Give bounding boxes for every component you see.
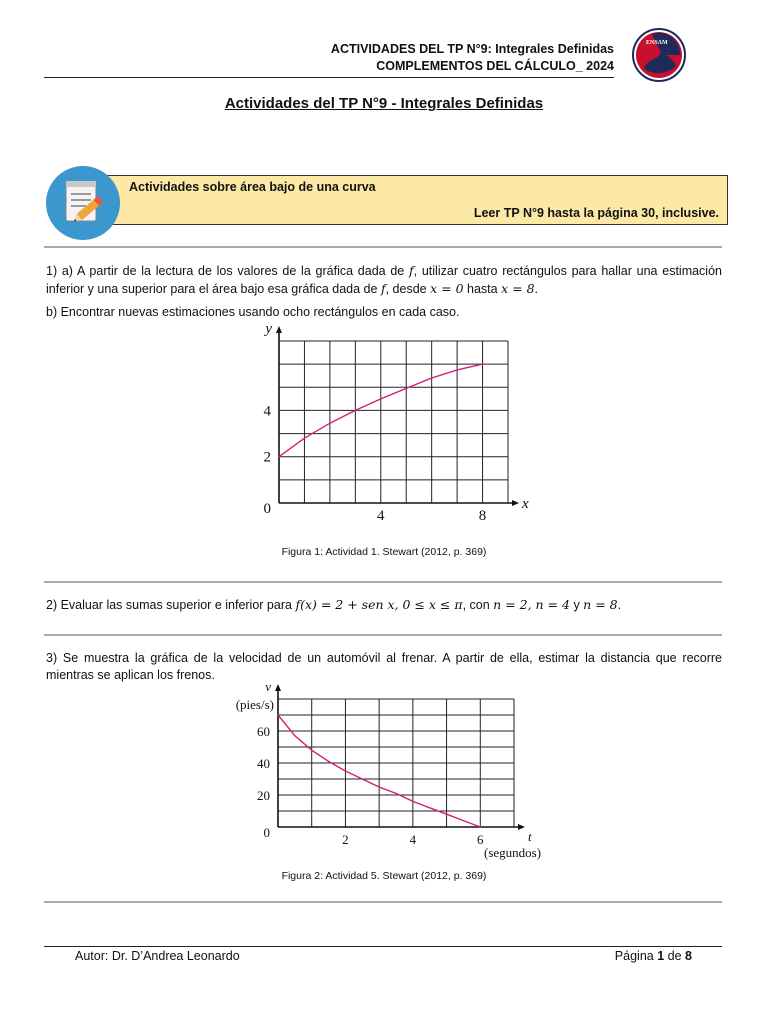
x-axis-label: t <box>528 829 532 844</box>
activity-1a-text: 1) a) A partir de la lectura de los valores de la gráfica dada de f, utilizar cuatro rectángulos para hallar una estimación inferior y una superior para el área bajo esa gráfica dada de f, desde x = 0 hasta x = 8. <box>46 263 722 296</box>
activity-2-text: 2) Evaluar las sumas superior e inferior para f(x) = 2 + sen x, 0 ≤ x ≤ π, con n = 2, n = 4 y n = 8. <box>46 597 622 612</box>
page-title: Actividades del TP N°9 - Integrales Definidas <box>224 95 544 112</box>
data-point <box>463 820 464 821</box>
y-tick-label: 60 <box>257 724 270 739</box>
x-tick-label: 2 <box>342 832 349 847</box>
y-tick-label: 4 <box>263 403 271 420</box>
data-point <box>429 807 430 808</box>
origin-label: 0 <box>263 501 271 517</box>
data-point <box>379 786 380 787</box>
banner-reading-note: Leer TP N°9 hasta la página 30, inclusive. <box>473 206 719 220</box>
data-point <box>329 423 330 424</box>
data-point <box>304 438 305 439</box>
data-point <box>355 410 356 411</box>
data-point <box>311 750 312 751</box>
data-point <box>446 814 447 815</box>
x-tick-label: 8 <box>478 508 487 524</box>
figure-2-caption: Figura 2: Actividad 5. Stewart (2012, p. 369) <box>281 870 487 882</box>
x-tick-label: 4 <box>409 832 417 847</box>
separator <box>44 634 722 636</box>
footer-rule <box>44 946 722 947</box>
x-axis-arrow <box>518 824 525 830</box>
activity-1b-text: b) Encontrar nuevas estimaciones usando ocho rectángulos en cada caso. <box>46 305 460 319</box>
y-axis-arrow <box>275 684 281 691</box>
y-tick-label: 2 <box>263 449 271 466</box>
header-course-name: COMPLEMENTOS DEL CÁLCULO_ 2024 <box>376 59 614 73</box>
x-axis-arrow <box>512 500 519 506</box>
y-axis-label: v <box>265 679 271 694</box>
data-point <box>457 369 458 370</box>
banner-title: Actividades sobre área bajo de una curva <box>129 180 376 194</box>
pencil-notepad-icon <box>46 166 120 240</box>
data-point <box>380 398 381 399</box>
figure-2-chart <box>205 679 555 865</box>
figure-1-chart <box>250 321 529 535</box>
data-point <box>480 826 481 827</box>
separator <box>44 246 722 248</box>
data-point <box>406 388 407 389</box>
logo-lettering: ENSAM <box>646 40 668 46</box>
data-point <box>482 364 483 365</box>
data-point <box>431 377 432 378</box>
x-tick-label: 6 <box>477 832 484 847</box>
data-point <box>328 761 329 762</box>
x-axis-unit: (segundos) <box>484 845 542 860</box>
y-tick-label: 20 <box>257 788 270 803</box>
ensam-logo-icon <box>632 28 686 82</box>
header-course-activity: ACTIVIDADES DEL TP N°9: Integrales Definidas <box>330 42 614 56</box>
y-axis-arrow <box>276 326 282 333</box>
x-axis-label: x <box>522 496 529 512</box>
y-tick-label: 40 <box>257 756 270 771</box>
data-point <box>395 793 396 794</box>
data-point <box>294 735 295 736</box>
separator <box>44 581 722 583</box>
y-axis-label: y <box>265 321 272 337</box>
header-rule <box>44 77 614 78</box>
x-tick-label: 4 <box>377 508 385 524</box>
data-point <box>278 456 279 457</box>
data-point <box>277 714 278 715</box>
data-point <box>362 778 363 779</box>
data-point <box>412 801 413 802</box>
origin-label: 0 <box>263 825 270 840</box>
separator <box>44 901 722 903</box>
footer-author: Autor: Dr. D’Andrea Leonardo <box>75 949 240 963</box>
footer-page-number: Página 1 de 8 <box>614 949 692 963</box>
figure-1-caption: Figura 1: Actividad 1. Stewart (2012, p. 369) <box>281 546 487 558</box>
data-point <box>345 770 346 771</box>
activities-banner <box>88 175 728 225</box>
y-axis-unit: (pies/s) <box>235 697 274 712</box>
activity-3-text: 3) Se muestra la gráfica de la velocidad de un automóvil al frenar. A partir de ella, estimar la distancia que recorre mientras se aplican los frenos. <box>46 651 722 682</box>
